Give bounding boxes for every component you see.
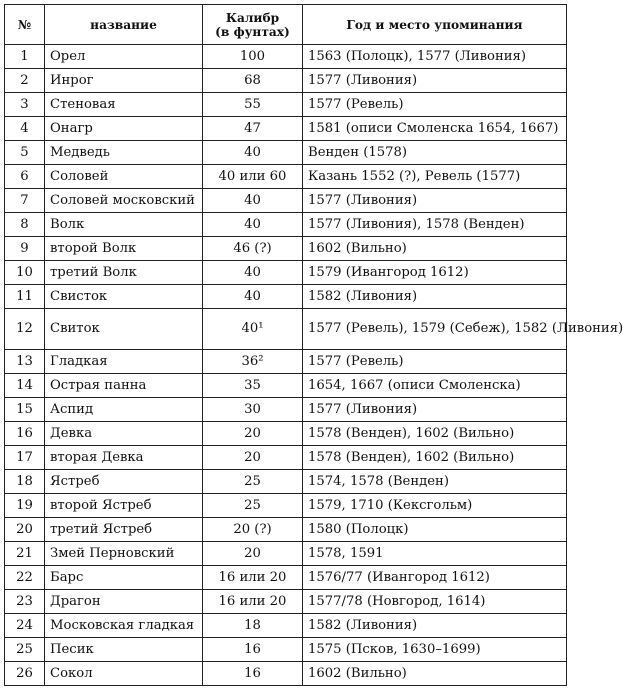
cell-number: 25 — [5, 638, 45, 662]
cell-caliber: 36² — [203, 350, 303, 374]
cell-number: 10 — [5, 261, 45, 285]
table-row — [5, 494, 567, 518]
cell-name: третий Волк — [45, 261, 203, 285]
cell-name: Инрог — [45, 69, 203, 93]
cell-mention: 1580 (Полоцк) — [303, 518, 567, 542]
cell-number: 15 — [5, 398, 45, 422]
table-row — [5, 638, 567, 662]
table-row — [5, 518, 567, 542]
cell-mention: 1578 (Венден), 1602 (Вильно) — [303, 422, 567, 446]
cell-mention: 1577 (Ливония) — [303, 69, 567, 93]
cell-caliber: 16 или 20 — [203, 590, 303, 614]
cell-mention: 1582 (Ливония) — [303, 285, 567, 309]
table-row — [5, 117, 567, 141]
cell-number: 17 — [5, 446, 45, 470]
cell-name: Онагр — [45, 117, 203, 141]
cell-number: 6 — [5, 165, 45, 189]
cannons-table — [4, 4, 623, 686]
cell-mention: 1574, 1578 (Венден) — [303, 470, 567, 494]
cell-name: третий Ястреб — [45, 518, 203, 542]
table-row — [5, 590, 567, 614]
cell-caliber: 18 — [203, 614, 303, 638]
cell-caliber: 55 — [203, 93, 303, 117]
cell-name: Аспид — [45, 398, 203, 422]
cell-number: 5 — [5, 141, 45, 165]
cell-name: Барс — [45, 566, 203, 590]
cell-mention: 1582 (Ливония) — [303, 614, 567, 638]
cell-number: 8 — [5, 213, 45, 237]
table-row — [5, 237, 567, 261]
cell-number: 13 — [5, 350, 45, 374]
cell-name: Свисток — [45, 285, 203, 309]
table-row — [5, 309, 567, 350]
cell-mention: 1577/78 (Новгород, 1614) — [303, 590, 567, 614]
cell-number: 14 — [5, 374, 45, 398]
cell-mention: 1576/77 (Ивангород 1612) — [303, 566, 567, 590]
header-number: № — [5, 5, 45, 45]
cell-caliber: 100 — [203, 45, 303, 69]
table-row — [5, 189, 567, 213]
cell-number: 21 — [5, 542, 45, 566]
cell-mention: 1577 (Ливония), 1578 (Венден) — [303, 213, 567, 237]
cell-mention: 1577 (Ливония) — [303, 189, 567, 213]
cell-name: Волк — [45, 213, 203, 237]
header-caliber-line2: (в фунтах) — [215, 24, 290, 39]
cell-caliber: 20 — [203, 542, 303, 566]
cell-caliber: 68 — [203, 69, 303, 93]
cell-number: 16 — [5, 422, 45, 446]
cell-mention: Венден (1578) — [303, 141, 567, 165]
cell-name: Стеновая — [45, 93, 203, 117]
table-row — [5, 542, 567, 566]
table-row — [5, 93, 567, 117]
cell-caliber: 25 — [203, 494, 303, 518]
cell-mention: 1578 (Венден), 1602 (Вильно) — [303, 446, 567, 470]
table-row — [5, 261, 567, 285]
cell-number: 9 — [5, 237, 45, 261]
cell-mention: 1577 (Ливония) — [303, 398, 567, 422]
cell-caliber: 47 — [203, 117, 303, 141]
table-row — [5, 566, 567, 590]
table-row — [5, 350, 567, 374]
header-year-place: Год и место упоминания — [303, 5, 567, 45]
cell-caliber: 16 — [203, 662, 303, 686]
cell-number: 12 — [5, 309, 45, 350]
cell-name: Драгон — [45, 590, 203, 614]
cell-caliber: 40 — [203, 213, 303, 237]
cell-name: Соловей московский — [45, 189, 203, 213]
cell-mention: 1577 (Ревель) — [303, 93, 567, 117]
cell-mention: 1577 (Ревель), 1579 (Себеж), 1582 (Ливония) — [303, 309, 567, 350]
cell-number: 3 — [5, 93, 45, 117]
cell-number: 11 — [5, 285, 45, 309]
table-row — [5, 285, 567, 309]
cell-mention: 1578, 1591 — [303, 542, 567, 566]
table-row — [5, 213, 567, 237]
header-caliber — [203, 5, 303, 45]
cell-mention: Казань 1552 (?), Ревель (1577) — [303, 165, 567, 189]
cell-mention: 1654, 1667 (описи Смоленска) — [303, 374, 567, 398]
cell-caliber: 20 — [203, 422, 303, 446]
cell-number: 1 — [5, 45, 45, 69]
cell-mention: 1575 (Псков, 1630–1699) — [303, 638, 567, 662]
cell-name: Змей Перновский — [45, 542, 203, 566]
cell-caliber: 40¹ — [203, 309, 303, 350]
cell-number: 18 — [5, 470, 45, 494]
cell-mention: 1579 (Ивангород 1612) — [303, 261, 567, 285]
cell-name: второй Волк — [45, 237, 203, 261]
cell-name: Песик — [45, 638, 203, 662]
cell-number: 4 — [5, 117, 45, 141]
cell-mention: 1579, 1710 (Кексгольм) — [303, 494, 567, 518]
table-row — [5, 141, 567, 165]
cell-number: 20 — [5, 518, 45, 542]
cell-name: Девка — [45, 422, 203, 446]
cell-number: 7 — [5, 189, 45, 213]
table-body — [5, 45, 623, 686]
cell-name: Ястреб — [45, 470, 203, 494]
cell-number: 23 — [5, 590, 45, 614]
cell-mention: 1563 (Полоцк), 1577 (Ливония) — [303, 45, 567, 69]
cell-caliber: 30 — [203, 398, 303, 422]
cell-caliber: 16 или 20 — [203, 566, 303, 590]
cell-caliber: 20 (?) — [203, 518, 303, 542]
cell-name: Острая панна — [45, 374, 203, 398]
cell-mention: 1577 (Ревель) — [303, 350, 567, 374]
table-header — [5, 5, 567, 45]
cell-caliber: 40 — [203, 261, 303, 285]
cell-caliber: 20 — [203, 446, 303, 470]
cell-number: 22 — [5, 566, 45, 590]
cell-name: Московская гладкая — [45, 614, 203, 638]
table-row — [5, 69, 567, 93]
cell-caliber: 40 — [203, 189, 303, 213]
cell-caliber: 40 — [203, 285, 303, 309]
table-row — [5, 614, 567, 638]
header-caliber-line1: Калибр — [225, 10, 280, 25]
header-name: название — [45, 5, 203, 45]
table-row — [5, 374, 567, 398]
cell-name: второй Ястреб — [45, 494, 203, 518]
cell-caliber: 16 — [203, 638, 303, 662]
cell-name: Орел — [45, 45, 203, 69]
cell-number: 19 — [5, 494, 45, 518]
cell-caliber: 35 — [203, 374, 303, 398]
table-row — [5, 45, 567, 69]
cell-caliber: 46 (?) — [203, 237, 303, 261]
cell-mention: 1602 (Вильно) — [303, 237, 567, 261]
cell-name: вторая Девка — [45, 446, 203, 470]
cell-name: Гладкая — [45, 350, 203, 374]
cell-mention: 1581 (описи Смоленска 1654, 1667) — [303, 117, 567, 141]
table-row — [5, 470, 567, 494]
header-row — [5, 5, 567, 45]
cell-caliber: 40 или 60 — [203, 165, 303, 189]
cell-caliber: 25 — [203, 470, 303, 494]
cell-number: 24 — [5, 614, 45, 638]
cell-caliber: 40 — [203, 141, 303, 165]
cell-number: 26 — [5, 662, 45, 686]
cell-number: 2 — [5, 69, 45, 93]
table-row — [5, 446, 567, 470]
cell-name: Сокол — [45, 662, 203, 686]
table-row — [5, 422, 567, 446]
cell-mention: 1602 (Вильно) — [303, 662, 567, 686]
cell-name: Свиток — [45, 309, 203, 350]
cell-name: Соловей — [45, 165, 203, 189]
table-row — [5, 398, 567, 422]
cell-name: Медведь — [45, 141, 203, 165]
table-row — [5, 165, 567, 189]
table-row — [5, 662, 567, 686]
